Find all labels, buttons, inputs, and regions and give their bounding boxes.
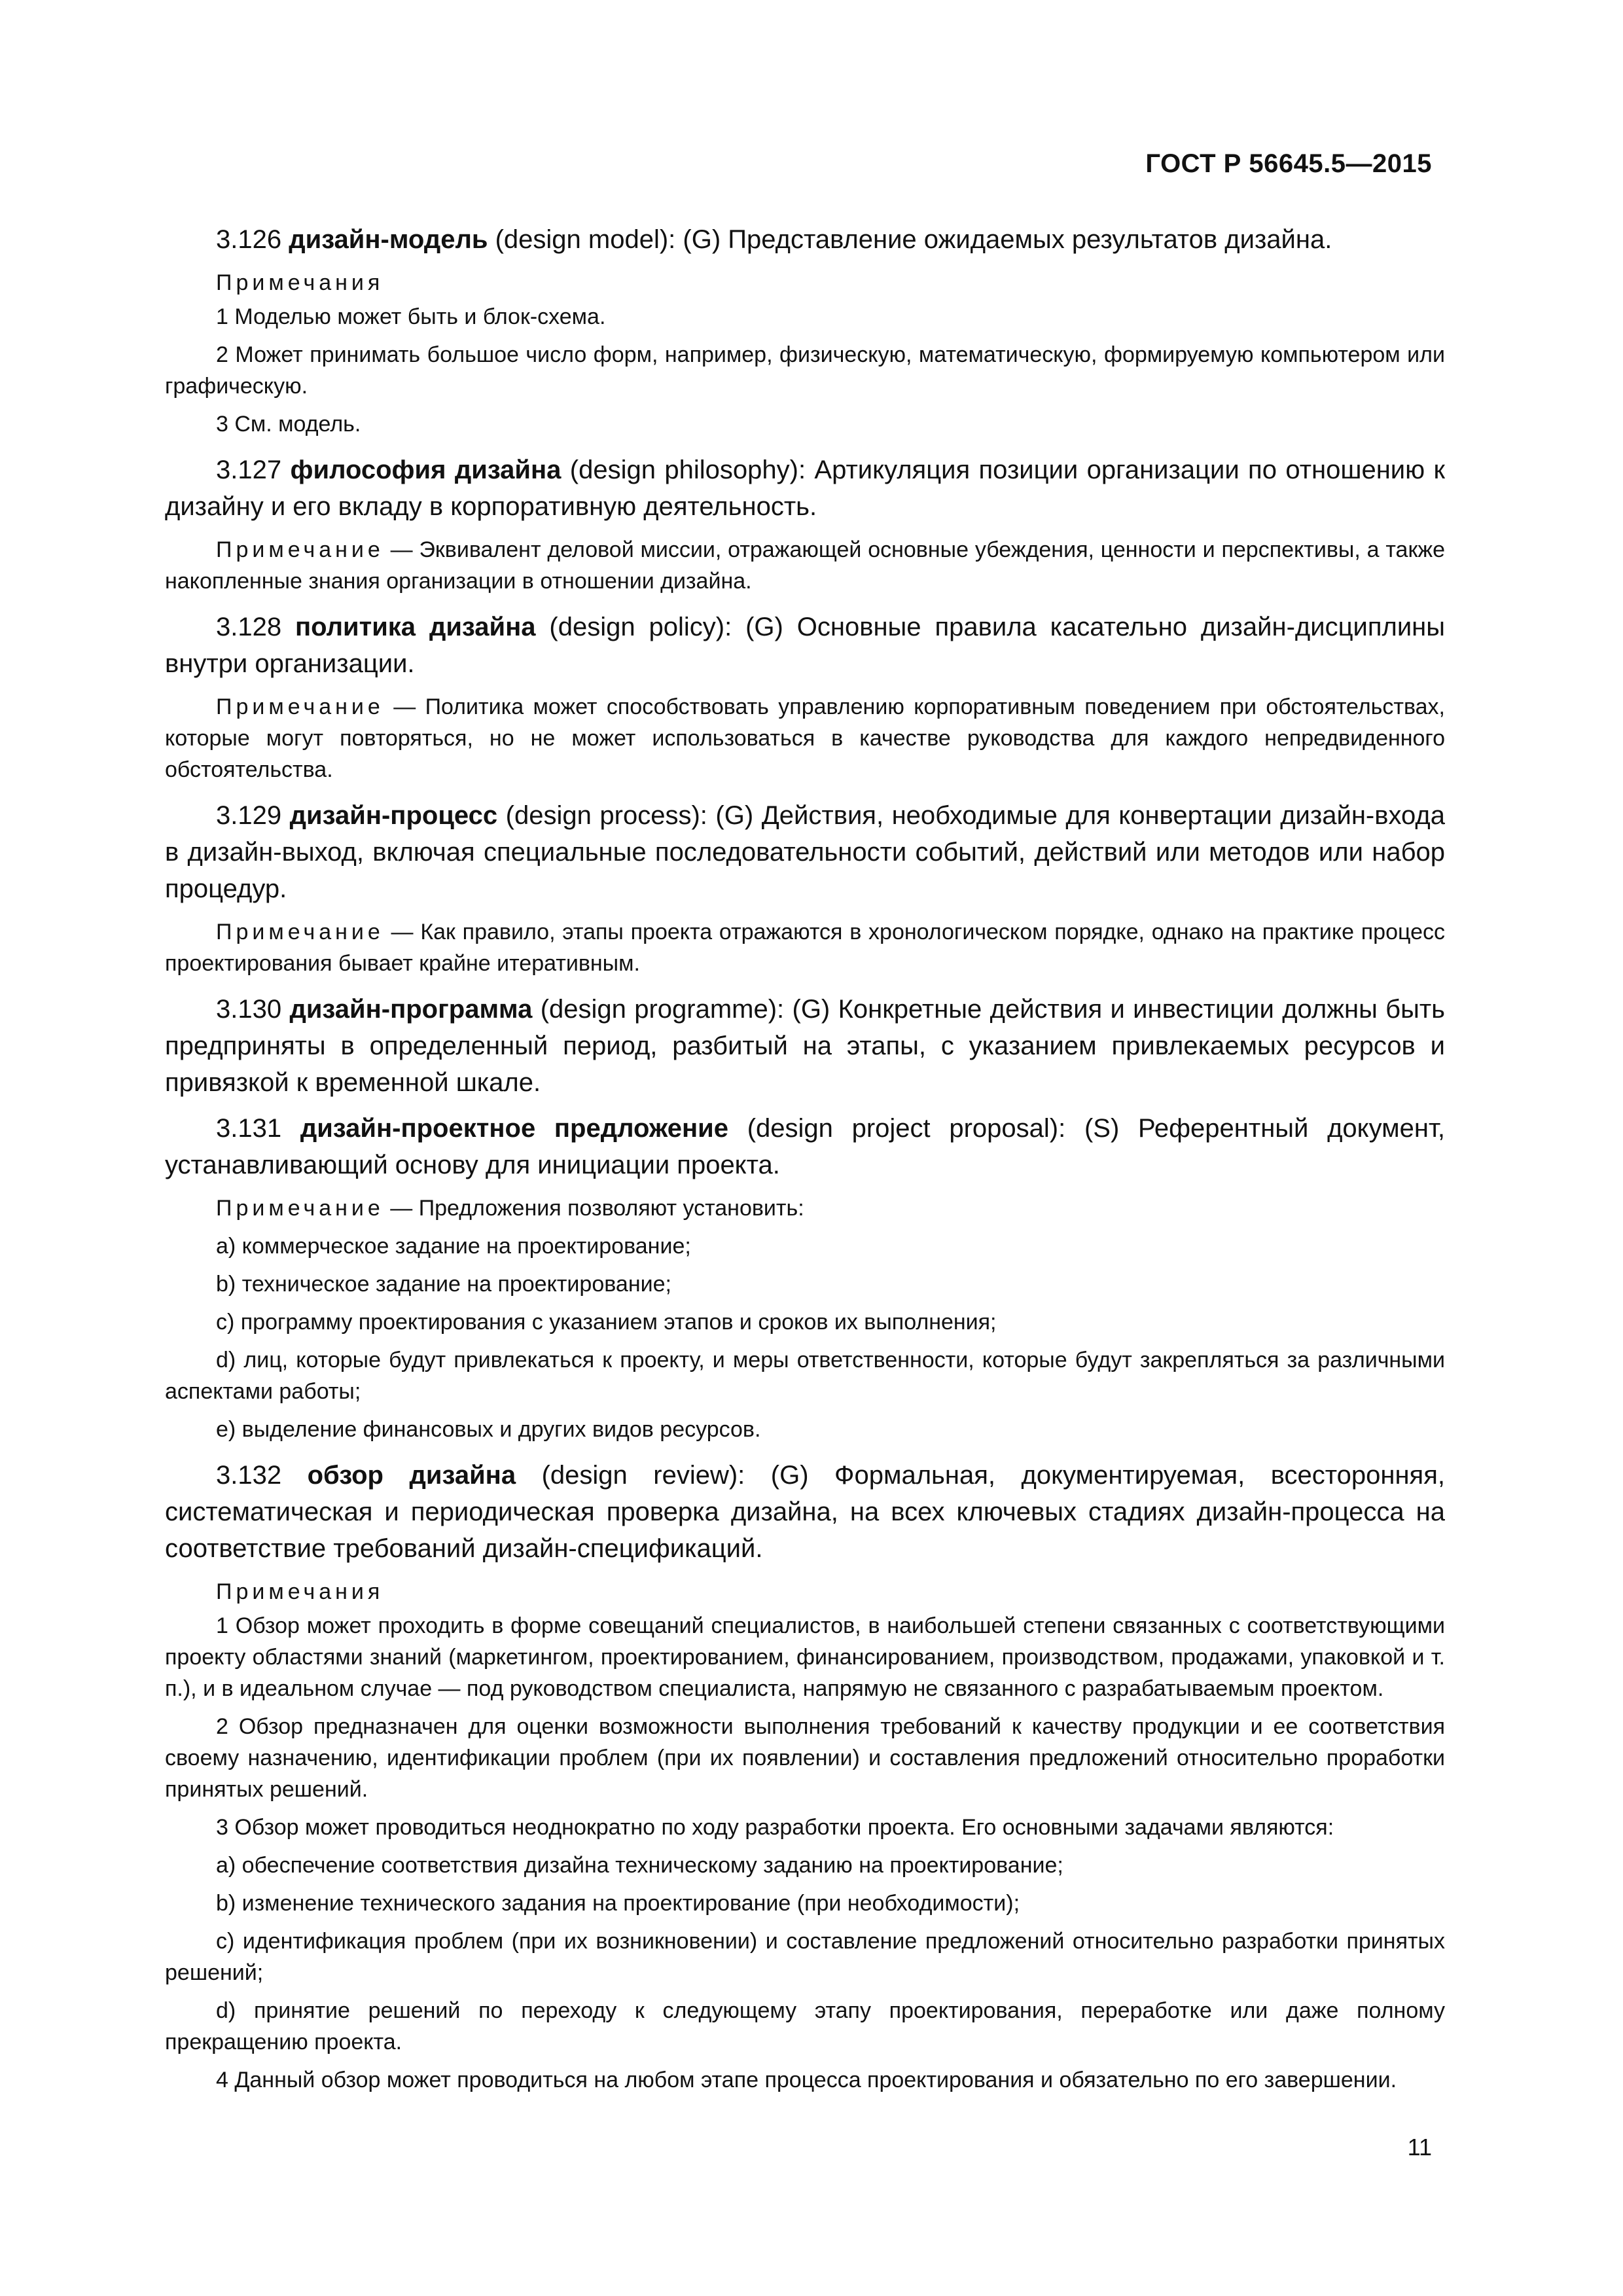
note: [165, 916, 1445, 979]
term-number: 3.129: [216, 801, 290, 830]
term-number: 3.132: [216, 1461, 308, 1490]
note-text: — Политика может способствовать управлению корпоративным поведением при обстоятельствах, которые могут повторяться, но не может использоваться в качестве руководства для каждого непредвиденного обстоятельства.: [165, 694, 1445, 782]
term-definition: (design review): (G) Формальная, документируемая, всесторонняя, систематическая и периодическая проверка дизайна, на всех ключевых стадиях дизайн-процесса на соответствие требований дизайн-спецификаций.: [165, 1461, 1445, 1563]
term-definition: (design process): (G) Действия, необходимые для конвертации дизайн-входа в дизайн-выход, включая специальные последовательности событий, действий или методов или набор процедур.: [165, 801, 1445, 903]
list-item-a: a) обеспечение соответствия дизайна техническому заданию на проектирование;: [216, 1853, 1063, 1878]
term-name: дизайн-процесс: [289, 801, 498, 830]
term-3-132: [165, 1457, 1445, 1567]
term-number: 3.131: [216, 1114, 300, 1143]
term-name: обзор дизайна: [307, 1461, 516, 1490]
note-1: 1 Обзор может проходить в форме совещаний специалистов, в наибольшей степени связанных с соответствующими проекту областями знаний (маркетингом, проектированием, финансированием, производством, продажами, упаковкой и т. п.), и в идеальном случае — под руководством специалиста, напрямую не связанного с разрабатываемым проектом.: [165, 1613, 1445, 1701]
list-item-b: b) изменение технического задания на проектирование (при необходимости);: [216, 1891, 1020, 1916]
term-name: дизайн-модель: [289, 225, 488, 254]
term-definition: (design project proposal): (S) Референтный документ, устанавливающий основу для инициации проекта.: [165, 1114, 1446, 1179]
term-number: 3.127: [216, 456, 291, 484]
note-text: — Как правило, этапы проекта отражаются в хронологическом порядке, однако на практике процесс проектирования бывает крайне итеративным.: [165, 920, 1445, 976]
list-item-a: a) коммерческое задание на проектирование;: [216, 1234, 691, 1259]
term-3-131: [165, 1110, 1445, 1183]
term-name: дизайн-проектное предложение: [300, 1114, 728, 1143]
notes-heading: Примечания: [216, 270, 384, 295]
term-definition: (design model): (G) Представление ожидаемых результатов дизайна.: [488, 225, 1332, 254]
notes-heading: Примечания: [216, 1579, 384, 1604]
term-3-126: [165, 221, 1445, 258]
term-number: 3.126: [216, 225, 289, 254]
note-label: Примечание: [216, 537, 384, 562]
list-item-e: e) выделение финансовых и других видов ресурсов.: [216, 1417, 761, 1442]
note-3: 3 Обзор может проводиться неоднократно по ходу разработки проекта. Его основными задачами являются:: [216, 1815, 1334, 1840]
term-name: философия дизайна: [290, 456, 562, 484]
term-name: дизайн-программа: [289, 995, 533, 1024]
note-3: 3 См. модель.: [216, 412, 361, 437]
term-name: политика дизайна: [295, 613, 536, 641]
list-item-b: b) техническое задание на проектирование;: [216, 1272, 671, 1297]
page-number: 11: [1407, 2134, 1432, 2161]
term-3-127: [165, 452, 1445, 525]
term-definition: (design policy): (G) Основные правила касательно дизайн-дисциплины внутри организации.: [165, 613, 1446, 678]
term-definition: (design programme): (G) Конкретные действия и инвестиции должны быть предприняты в определенный период, разбитый на этапы, с указанием привлекаемых ресурсов и привязкой к временной шкале.: [165, 995, 1445, 1097]
note-label: Примечание: [216, 694, 384, 719]
note-label: Примечание: [216, 920, 384, 944]
term-3-129: [165, 797, 1445, 907]
document-body: [165, 221, 1445, 2102]
note-text: — Предложения позволяют установить:: [383, 1196, 804, 1221]
list-item-c: c) программу проектирования с указанием этапов и сроков их выполнения;: [216, 1310, 997, 1335]
list-item-d: d) лиц, которые будут привлекаться к проекту, и меры ответственности, которые будут закрепляться за различными аспектами работы;: [165, 1348, 1445, 1404]
term-3-130: [165, 991, 1445, 1101]
note-label: Примечание: [216, 1196, 384, 1221]
note: [165, 534, 1445, 597]
term-3-128: [165, 609, 1445, 682]
note-4: 4 Данный обзор может проводиться на любом этапе процесса проектирования и обязательно по его завершении.: [216, 2068, 1397, 2092]
note: [165, 691, 1445, 785]
term-number: 3.128: [216, 613, 295, 641]
note-2: 2 Может принимать большое число форм, например, физическую, математическую, формируемую компьютером или графическую.: [165, 342, 1445, 399]
note-2: 2 Обзор предназначен для оценки возможности выполнения требований к качеству продукции и ее соответствия своему назначению, идентификации проблем (при их появлении) и составления предложений относительно проработки принятых решений.: [165, 1714, 1445, 1802]
list-item-d: d) принятие решений по переходу к следующему этапу проектирования, переработке или даже полному прекращению проекта.: [165, 1998, 1445, 2054]
term-number: 3.130: [216, 995, 290, 1024]
list-item-c: c) идентификация проблем (при их возникновении) и составление предложений относительно разработки принятых решений;: [165, 1929, 1445, 1985]
standard-designation: ГОСТ Р 56645.5—2015: [1145, 149, 1432, 178]
term-definition: (design philosophy): Артикуляция позиции организации по отношению к дизайну и его вкладу в корпоративную деятельность.: [165, 456, 1446, 521]
note-text: — Эквивалент деловой миссии, отражающей основные убеждения, ценности и перспективы, а также накопленные знания организации в отношении дизайна.: [165, 537, 1445, 594]
note-1: 1 Моделью может быть и блок-схема.: [216, 304, 606, 329]
note: [165, 1193, 1445, 1224]
